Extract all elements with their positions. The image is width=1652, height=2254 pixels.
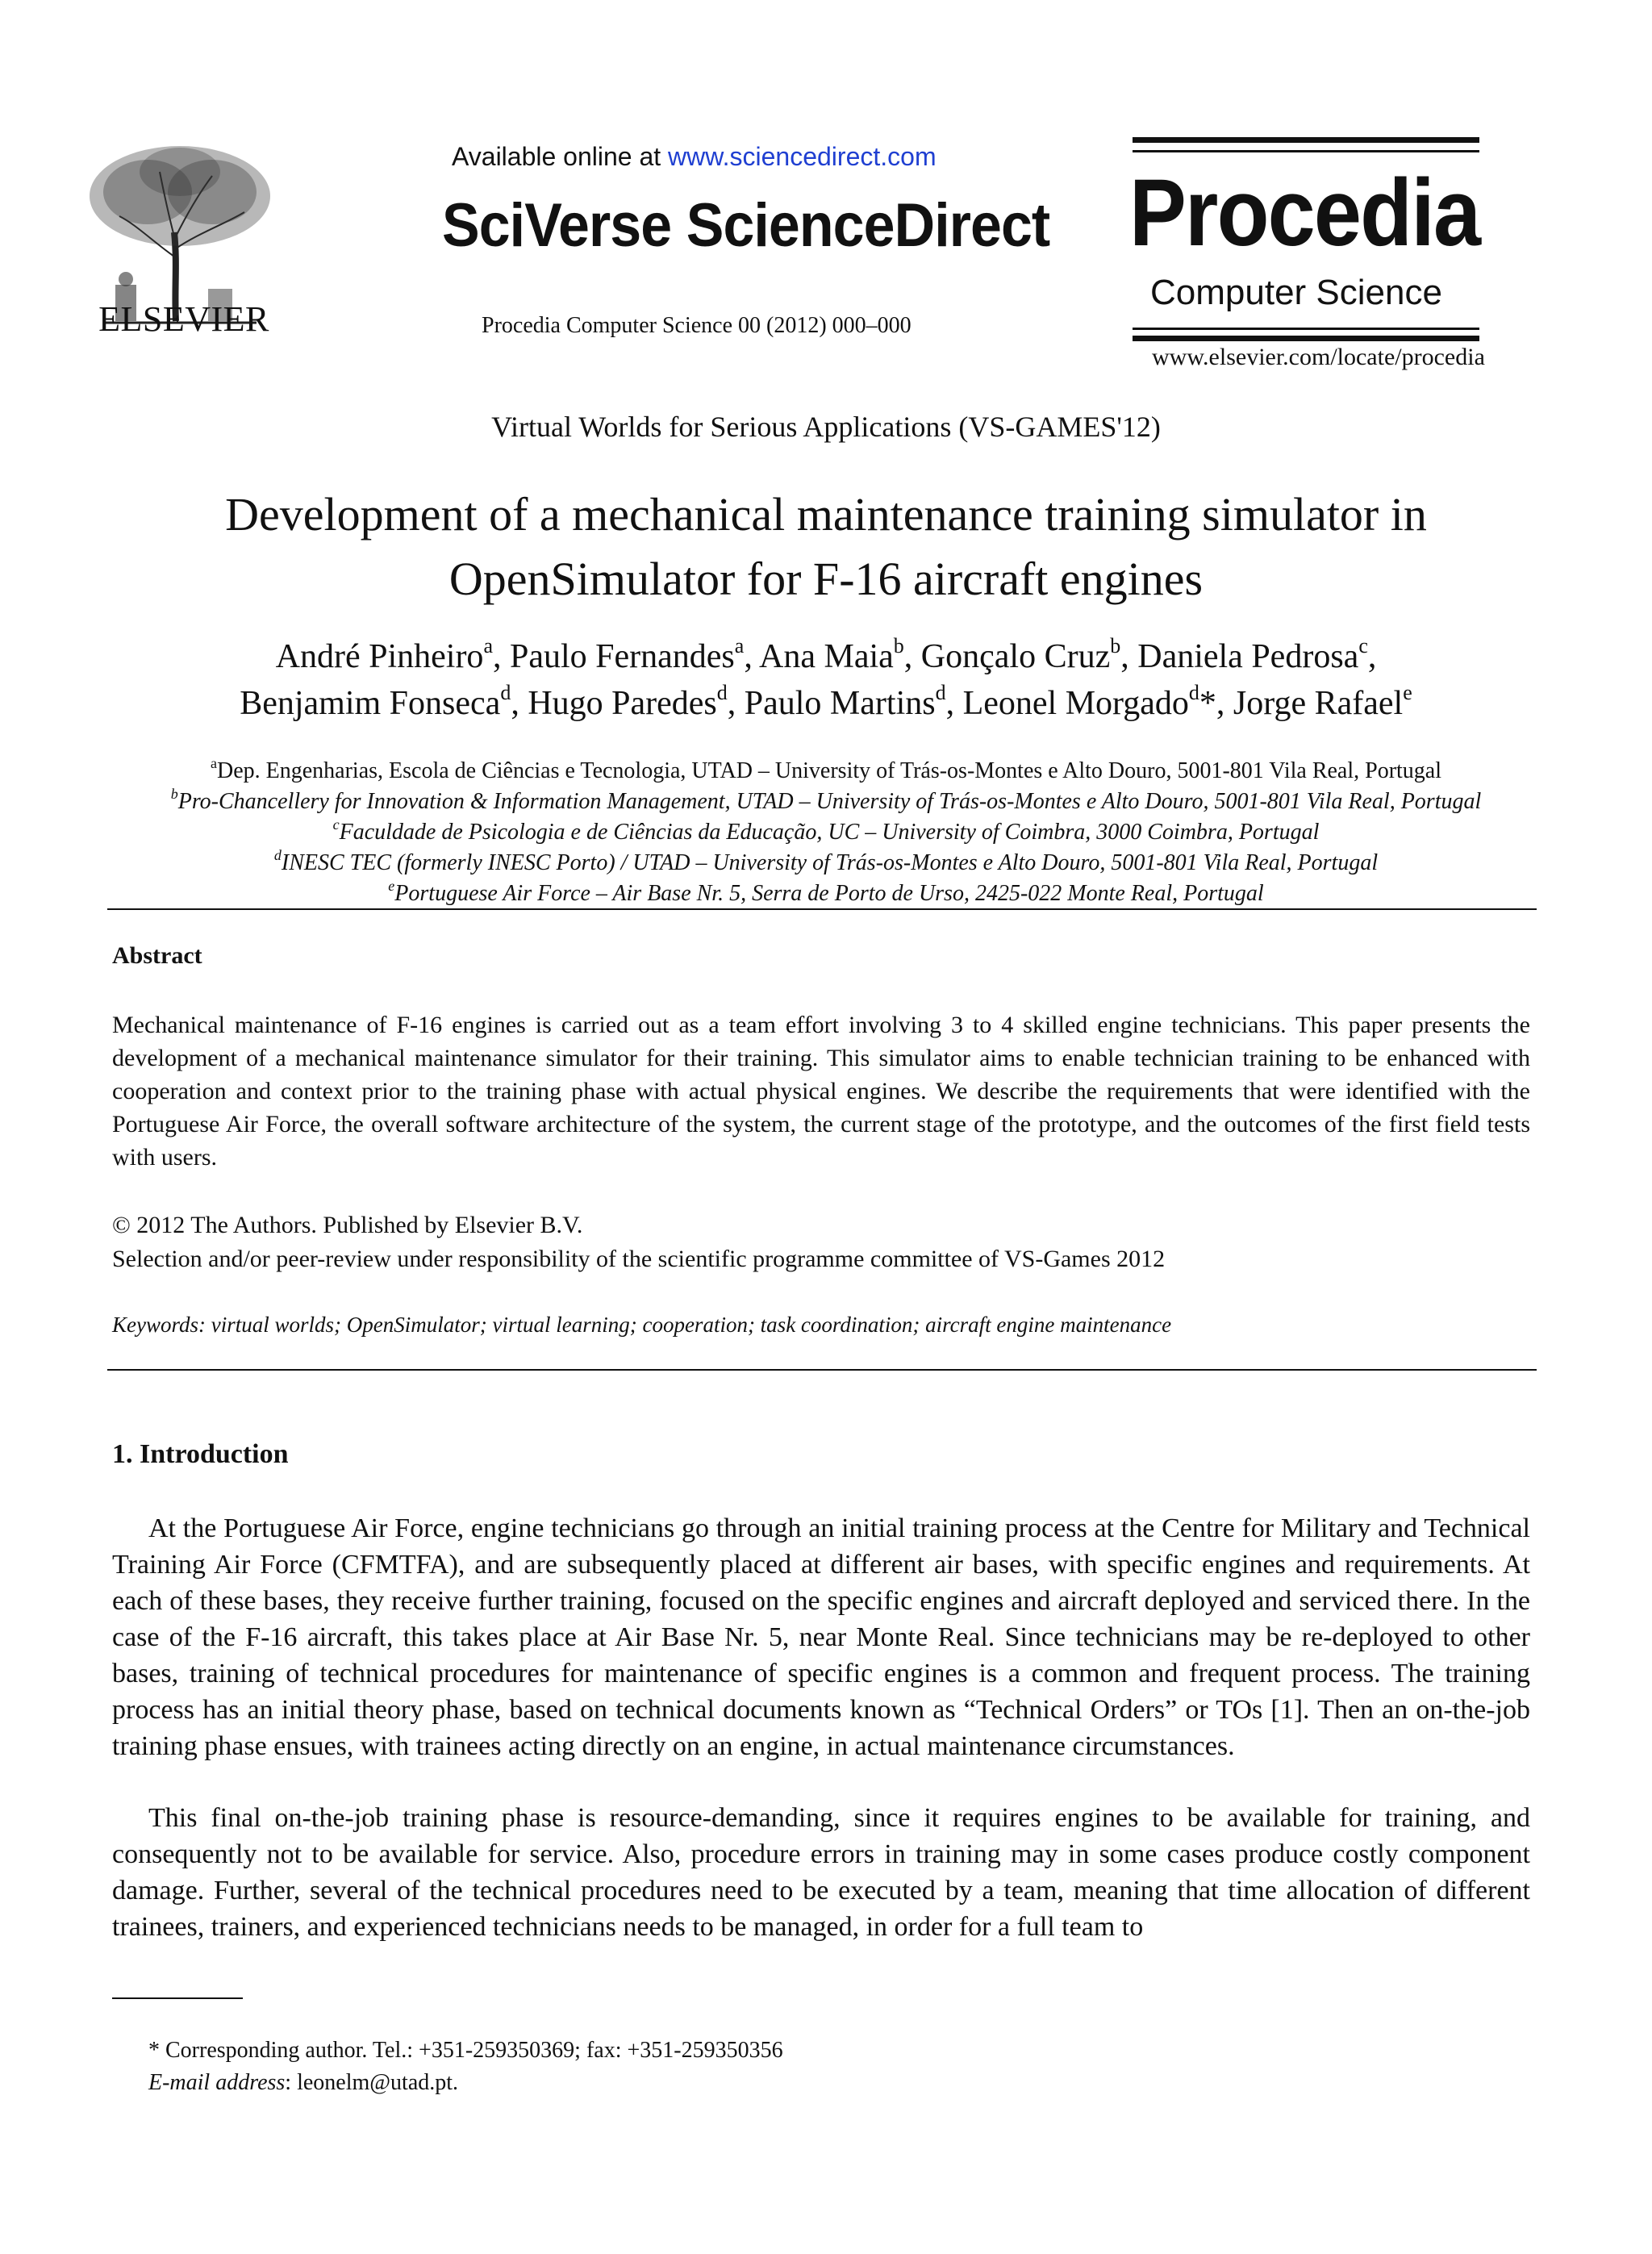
author-list-line-2 xyxy=(0,681,1652,723)
author-separator: , xyxy=(727,685,745,722)
author-list-line-1 xyxy=(0,634,1652,676)
procedia-logo-rule xyxy=(1133,328,1479,330)
author-name: Ana Maia xyxy=(759,638,894,675)
email-footnote xyxy=(148,2070,458,2096)
affiliation-text: INESC TEC (formerly INESC Porto) / UTAD – University of Trás-os-Montes e Alto Douro, 5001-801 Vila Real, Portugal xyxy=(281,850,1379,875)
author-affiliation-mark: b xyxy=(893,634,904,657)
peer-review-notice: Selection and/or peer-review under responsibility of the scientific programme committee of VS-Games 2012 xyxy=(112,1246,1166,1272)
author-name: André Pinheiro xyxy=(275,638,484,675)
affiliation-key: b xyxy=(170,786,178,802)
body-paragraph: At the Portuguese Air Force, engine technicians go through an initial training process at the Centre for Military and Technical Training Air Force (CFMTFA), and are subsequently placed at different air bases, with specific engines and requirements. At each of these bases, they receive further training, focused on the specific engines and aircraft deployed and serviced there. In the case of the F-16 aircraft, this takes place at Air Base Nr. 5, near Monte Real. Since technicians may be re-deployed to other bases, training of technical procedures for maintenance of specific engines is a common and frequent process. The training process has an initial theory phase, based on technical documents known as “Technical Orders” or TOs [1]. Then an on-the-job training phase ensues, with trainees acting directly on an engine, in actual maintenance circumstances. xyxy=(112,1513,1530,1761)
affiliation-text: Faculdade de Psicologia e de Ciências da Educação, UC – University of Coimbra, 3000 Coimbra, Portugal xyxy=(339,820,1320,845)
author-name: Gonçalo Cruz xyxy=(920,638,1111,675)
journal-url[interactable]: www.elsevier.com/locate/procedia xyxy=(1152,344,1485,370)
footnote-divider xyxy=(112,1997,243,1999)
author-separator: , xyxy=(1120,638,1138,675)
paper-title-line: Development of a mechanical maintenance training simulator in xyxy=(225,488,1427,541)
copyright-notice: © 2012 The Authors. Published by Elsevier B.V. xyxy=(112,1212,583,1238)
author-separator: , xyxy=(492,638,510,675)
author-affiliation-mark: e xyxy=(1403,681,1412,704)
available-prefix: Available online at xyxy=(452,142,669,171)
body-paragraph: This final on-the-job training phase is resource-demanding, since it requires engines to be available for training, and consequently not to be available for service. Also, procedure errors in training may in some cases produce costly component damage. Further, several of the technical procedures need to be executed by a team, meaning that time allocation of different trainees, trainers, and experienced technicians needs to be managed, in order for a full team to xyxy=(112,1803,1530,1942)
abstract-text: Mechanical maintenance of F-16 engines is carried out as a team effort involving 3 to 4 skilled engine technicians. This paper presents the development of a mechanical maintenance simulator for their training. This simulator aims to enable technician training to be enhanced with cooperation and context prior to the training phase with actual physical engines. We describe the requirements that were identified with the Portuguese Air Force, the overall software architecture of the system, the current stage of the prototype, and the outcomes of the first field tests with users. xyxy=(112,1012,1530,1171)
author-affiliation-mark: d xyxy=(935,681,946,704)
affiliation-key: a xyxy=(210,755,217,771)
author-name: Paulo Martins xyxy=(744,685,936,722)
author-affiliation-mark: c xyxy=(1358,634,1368,657)
author-affiliation-mark: d xyxy=(716,681,728,704)
author-affiliation-mark: d xyxy=(1188,681,1199,704)
corresponding-author-footnote: * Corresponding author. Tel.: +351-259350369; fax: +351-259350356 xyxy=(148,2038,783,2063)
affiliation-text: Portuguese Air Force – Air Base Nr. 5, Serra de Porto de Urso, 2425-022 Monte Real, Portugal xyxy=(394,881,1264,906)
procedia-logo-rule xyxy=(1133,150,1479,152)
author-separator: , xyxy=(511,685,528,722)
affiliation-text: Dep. Engenharias, Escola de Ciências e Tecnologia, UTAD – University of Trás-os-Montes e Alto Douro, 5001-801 Vila Real, Portugal xyxy=(216,758,1442,783)
author-separator: , xyxy=(744,638,760,675)
affiliation-key: d xyxy=(273,847,282,863)
author-name: Benjamim Fonseca xyxy=(240,685,501,722)
email-label: E-mail address xyxy=(148,2070,286,2095)
author-name: Paulo Fernandes xyxy=(509,638,735,675)
available-online-line xyxy=(452,142,937,172)
affiliation-b xyxy=(0,786,1652,815)
affiliation-key: e xyxy=(388,878,395,894)
abstract-heading: Abstract xyxy=(112,942,202,969)
paper-title-line: OpenSimulator for F-16 aircraft engines xyxy=(448,553,1204,605)
conference-name: Virtual Worlds for Serious Applications (VS-GAMES'12) xyxy=(491,411,1161,443)
procedia-logo-word: Procedia xyxy=(1129,160,1480,266)
author-affiliation-mark: a xyxy=(734,634,745,657)
procedia-logo-rule xyxy=(1133,336,1479,341)
author-separator: , xyxy=(945,685,963,722)
sciverse-logo: SciVerse ScienceDirect xyxy=(442,191,1050,260)
publisher-name: ELSEVIER xyxy=(98,299,269,339)
author-name: Hugo Paredes xyxy=(528,685,717,722)
author-separator: *, xyxy=(1199,685,1233,722)
section-divider xyxy=(107,1369,1537,1371)
author-separator: , xyxy=(903,638,921,675)
author-name: Leonel Morgado xyxy=(962,685,1189,722)
procedia-logo-subtitle: Computer Science xyxy=(1150,273,1442,312)
section-divider xyxy=(107,908,1537,910)
author-name: Daniela Pedrosa xyxy=(1137,638,1359,675)
section-heading-introduction: 1. Introduction xyxy=(112,1439,289,1469)
affiliation-e xyxy=(0,878,1652,907)
paper-title xyxy=(0,482,1652,612)
email-address[interactable]: : leonelm@utad.pt. xyxy=(285,2070,459,2095)
affiliation-c xyxy=(0,816,1652,845)
affiliation-text: Pro-Chancellery for Innovation & Information Management, UTAD – University of Trás-os-Montes e Alto Douro, 5001-801 Vila Real, Portugal xyxy=(177,789,1482,814)
affiliation-d xyxy=(0,847,1652,876)
author-affiliation-mark: d xyxy=(500,681,511,704)
keywords: Keywords: virtual worlds; OpenSimulator; virtual learning; cooperation; task coordination; aircraft engine maintenance xyxy=(112,1313,1172,1337)
sciencedirect-link[interactable]: www.sciencedirect.com xyxy=(668,142,937,171)
author-affiliation-mark: a xyxy=(483,634,493,657)
procedia-logo-rule xyxy=(1133,137,1479,143)
author-affiliation-mark: b xyxy=(1110,634,1121,657)
affiliation-a xyxy=(0,755,1652,784)
journal-citation-line: Procedia Computer Science 00 (2012) 000–000 xyxy=(482,313,912,338)
author-separator: , xyxy=(1367,638,1377,675)
affiliation-key: c xyxy=(332,816,340,833)
author-name: Jorge Rafael xyxy=(1233,685,1404,722)
